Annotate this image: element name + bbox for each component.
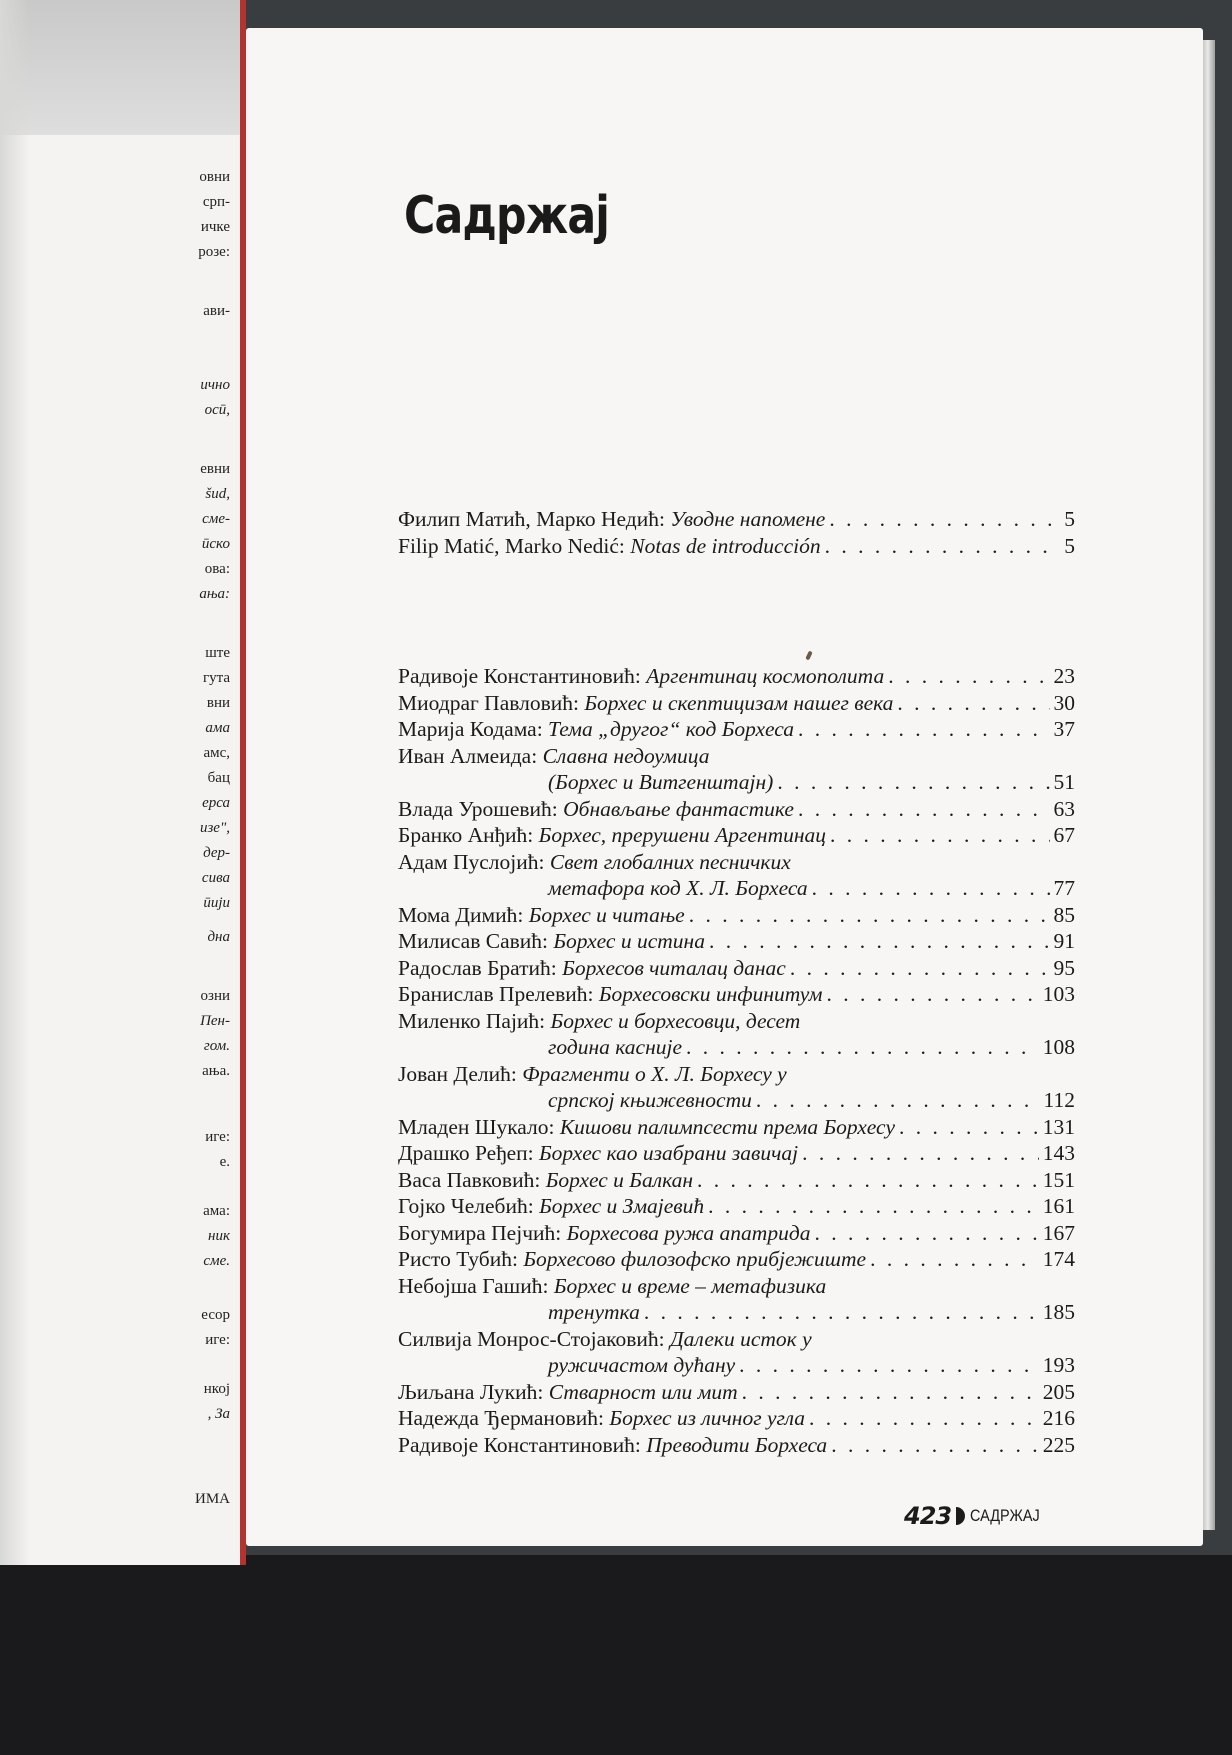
toc-page-number: 151 bbox=[1042, 1167, 1075, 1192]
toc-title-continuation: ружичастом дућану bbox=[548, 1353, 736, 1377]
toc-author: Адам Пуслојић: bbox=[398, 849, 550, 874]
left-page-text-fragment: ocū, bbox=[204, 402, 230, 418]
left-page-text-fragment: ичке bbox=[200, 219, 230, 235]
toc-entry bbox=[398, 1193, 1075, 1219]
toc-page-number: 205 bbox=[1042, 1379, 1075, 1404]
toc-author: Јован Делић: bbox=[398, 1061, 523, 1086]
left-page-text-fragment: е. bbox=[219, 1154, 230, 1170]
toc-leader-dots bbox=[709, 928, 1050, 954]
left-page-text-fragment: нкој bbox=[203, 1381, 230, 1397]
toc-leader-dots bbox=[825, 533, 1061, 559]
toc-leader-dots bbox=[697, 1167, 1039, 1193]
toc-page-number: 143 bbox=[1042, 1141, 1075, 1165]
left-page-text-fragment: сива bbox=[201, 870, 230, 886]
toc-title: Борхес и истина bbox=[553, 929, 705, 953]
toc-page-number: 85 bbox=[1053, 902, 1075, 927]
toc-page-number: 5 bbox=[1064, 533, 1075, 558]
toc-page-number: 225 bbox=[1042, 1432, 1075, 1457]
running-footer-title: САДРЖАЈ bbox=[970, 1506, 1040, 1525]
toc-page-number: 161 bbox=[1042, 1194, 1075, 1218]
toc-title: Борхес и Змајевић bbox=[539, 1194, 705, 1218]
toc-title-continuation: (Борхес и Витгенштајн) bbox=[548, 770, 774, 794]
toc-title: Тема „другог“ код Борхеса bbox=[548, 717, 795, 741]
toc-leader-dots bbox=[798, 796, 1050, 822]
toc-leader-dots bbox=[827, 981, 1039, 1007]
toc-title: Свет глобалних песничких bbox=[549, 849, 791, 874]
toc-leader-dots bbox=[798, 716, 1049, 742]
toc-author: Младен Шукало: bbox=[398, 1114, 560, 1139]
toc-entry bbox=[398, 1220, 1075, 1246]
left-page-text-fragment: ама: bbox=[203, 1203, 230, 1219]
toc-author: Миодраг Павловић: bbox=[398, 690, 585, 715]
toc-entry bbox=[398, 822, 1075, 848]
toc-author: Мома Димић: bbox=[398, 902, 529, 927]
toc-entry-continuation bbox=[548, 1087, 1075, 1113]
toc-author: Радивоје Константиновић: bbox=[398, 664, 647, 688]
page-footer bbox=[904, 1502, 1052, 1530]
toc-page-number: 23 bbox=[1053, 664, 1075, 688]
toc-leader-dots bbox=[644, 1299, 1039, 1325]
left-page-text-fragment: дна bbox=[207, 929, 230, 945]
toc-author: Миленко Пајић: bbox=[398, 1008, 551, 1033]
toc-title-continuation: метафора код Х. Л. Борхеса bbox=[548, 876, 808, 900]
toc-title: Фрагменти о Х. Л. Борхесу у bbox=[522, 1061, 787, 1086]
toc-leader-dots bbox=[831, 1432, 1039, 1458]
toc-entry-continuation bbox=[548, 875, 1075, 901]
left-page-text-fragment: ави- bbox=[203, 303, 230, 319]
toc-author: Силвија Монрос-Стојаковић: bbox=[398, 1326, 670, 1351]
toc-entry bbox=[398, 506, 1075, 532]
toc-title: Преводити Борхеса bbox=[646, 1432, 828, 1457]
left-page-text-fragment: Пен- bbox=[200, 1013, 230, 1029]
left-page-text-fragment: ерса bbox=[202, 795, 230, 811]
toc-author: Надежда Ђермановић: bbox=[398, 1406, 610, 1430]
toc-title: Далеки исток у bbox=[670, 1326, 812, 1351]
toc-author: Филип Матић, Марко Недић: bbox=[398, 507, 671, 531]
toc-entry bbox=[398, 1167, 1075, 1193]
toc-entry-continuation bbox=[548, 1352, 1075, 1378]
toc-leader-dots bbox=[888, 663, 1049, 689]
left-page-text-fragment: ИМА bbox=[194, 1491, 230, 1507]
toc-author: Гојко Челебић: bbox=[398, 1194, 540, 1218]
toc-entry bbox=[398, 1061, 1075, 1087]
toc-title: Стварност или мит bbox=[548, 1379, 738, 1404]
toc-leader-dots bbox=[790, 955, 1050, 981]
toc-leader-dots bbox=[809, 1405, 1039, 1431]
toc-author: Радослав Братић: bbox=[398, 955, 563, 980]
page-number: 423 bbox=[904, 1502, 952, 1530]
toc-title: Уводне напомене bbox=[670, 507, 826, 531]
left-page-text-fragment: озни bbox=[200, 988, 230, 1004]
toc-entry bbox=[398, 716, 1075, 742]
toc-entry bbox=[398, 690, 1075, 716]
toc-title-continuation: тренутка bbox=[548, 1300, 640, 1324]
toc-leader-dots bbox=[689, 902, 1050, 928]
toc-entry-continuation bbox=[548, 1034, 1075, 1060]
toc-title: Борхес и Балкан bbox=[545, 1167, 694, 1192]
toc-entry bbox=[398, 1008, 1075, 1034]
toc-page-number: 174 bbox=[1042, 1247, 1075, 1271]
toc-title: Борхес и време – метафизика bbox=[553, 1273, 827, 1298]
left-page-text-fragment: амс, bbox=[203, 745, 230, 761]
toc-leader-dots bbox=[870, 1246, 1039, 1272]
toc-page-number: 131 bbox=[1042, 1114, 1075, 1139]
toc-entry bbox=[398, 902, 1075, 928]
left-page-text-fragment: вни bbox=[206, 695, 230, 711]
toc-author: Ристо Тубић: bbox=[398, 1247, 524, 1271]
toc-page-number: 167 bbox=[1042, 1220, 1075, 1245]
toc-entry bbox=[398, 796, 1075, 822]
toc-leader-dots bbox=[742, 1379, 1039, 1405]
left-page-text-fragment: гом. bbox=[203, 1038, 230, 1054]
toc-author: Filip Matić, Marko Nedić: bbox=[398, 533, 631, 558]
toc-page-number: 193 bbox=[1042, 1353, 1075, 1377]
toc-page-number: 51 bbox=[1053, 770, 1075, 794]
toc-entry bbox=[398, 1379, 1075, 1405]
toc-entry bbox=[398, 1326, 1075, 1352]
toc-entry bbox=[398, 663, 1075, 689]
toc-author: Милисав Савић: bbox=[398, 929, 554, 953]
toc-entry bbox=[398, 1246, 1075, 1272]
toc-page-number: 95 bbox=[1053, 955, 1075, 980]
toc-title: Notas de introducción bbox=[630, 533, 821, 558]
toc-page-number: 5 bbox=[1064, 507, 1075, 531]
toc-leader-dots bbox=[802, 1140, 1039, 1166]
toc-leader-dots bbox=[739, 1352, 1039, 1378]
toc-title-continuation: српској књижевности bbox=[548, 1088, 752, 1112]
left-page-text-fragment: срп- bbox=[202, 194, 230, 210]
toc-page-number: 91 bbox=[1053, 929, 1075, 953]
toc-author: Бранко Анђић: bbox=[398, 823, 539, 847]
toc-page-number: 108 bbox=[1042, 1035, 1075, 1059]
left-page-text-fragment: иге: bbox=[205, 1129, 230, 1145]
left-page-text-fragment: есор bbox=[201, 1307, 230, 1323]
toc-author: Љиљана Лукић: bbox=[398, 1379, 549, 1404]
toc-author: Бранислав Прелевић: bbox=[398, 982, 599, 1006]
toc-page-number: 216 bbox=[1042, 1406, 1075, 1430]
left-page-text-fragment: ова: bbox=[204, 561, 230, 577]
footer-marker-icon bbox=[956, 1507, 965, 1525]
toc-page-number: 103 bbox=[1042, 982, 1075, 1006]
left-page-text-fragment: ūији bbox=[203, 895, 230, 911]
toc-entry-continuation bbox=[548, 1299, 1075, 1325]
left-page-text-fragment: ник bbox=[208, 1228, 230, 1244]
toc-leader-dots bbox=[814, 1220, 1038, 1246]
toc-title: Борхесов читалац данас bbox=[562, 955, 786, 980]
toc-title: Борхес из личног угла bbox=[609, 1406, 806, 1430]
toc-page-number: 77 bbox=[1053, 876, 1075, 900]
toc-author: Васа Павковић: bbox=[398, 1167, 546, 1192]
toc-page-number: 185 bbox=[1042, 1300, 1075, 1324]
toc-title: Аргентинац космополита bbox=[646, 664, 885, 688]
toc-page-number: 67 bbox=[1053, 823, 1075, 847]
toc-entry bbox=[398, 1405, 1075, 1431]
toc-entry bbox=[398, 743, 1075, 769]
toc-page-number: 30 bbox=[1053, 690, 1075, 715]
left-page-text-fragment: дер- bbox=[203, 845, 230, 861]
toc-entry bbox=[398, 849, 1075, 875]
toc-title: Борхес као изабрани завичај bbox=[539, 1141, 799, 1165]
toc-title: Славна недоумица bbox=[542, 743, 710, 768]
toc-author: Небојша Гашић: bbox=[398, 1273, 554, 1298]
toc-leader-dots bbox=[899, 1114, 1039, 1140]
toc-page-number: 63 bbox=[1053, 796, 1075, 821]
toc-title: Борхесово филозофско прибјежиште bbox=[523, 1247, 867, 1271]
toc-leader-dots bbox=[829, 506, 1060, 532]
left-page-text-fragment: ично bbox=[200, 377, 230, 393]
toc-leader-dots bbox=[777, 769, 1049, 795]
toc-title: Кишови палимпсести према Борхесу bbox=[559, 1114, 895, 1139]
toc-title: Борхес и скептицизам нашег века bbox=[584, 690, 894, 715]
left-page-text-fragment: розе: bbox=[198, 244, 230, 260]
toc-leader-dots bbox=[812, 875, 1050, 901]
left-page-text-fragment: иге: bbox=[205, 1332, 230, 1348]
toc-title: Борхес и читање bbox=[528, 902, 685, 927]
toc-title: Борхесова ружа апатрида bbox=[566, 1220, 811, 1245]
left-page-text-fragment: ања: bbox=[199, 586, 230, 602]
left-page-text-fragment: , За bbox=[207, 1406, 230, 1422]
toc-author: Иван Алмеида: bbox=[398, 743, 543, 768]
page-title: Садржај bbox=[404, 186, 610, 246]
toc-title: Борхес и борхесовци, десет bbox=[550, 1008, 801, 1033]
toc-author: Богумира Пејчић: bbox=[398, 1220, 567, 1245]
left-page-text-fragment: изе", bbox=[199, 820, 230, 836]
dark-background-bottom bbox=[0, 1555, 1232, 1755]
toc-entry-continuation bbox=[548, 769, 1075, 795]
toc-title: Борхесовски инфинитум bbox=[598, 982, 823, 1006]
toc-author: Влада Урошевић: bbox=[398, 796, 564, 821]
toc-entry bbox=[398, 955, 1075, 981]
toc-entry bbox=[398, 1432, 1075, 1458]
left-page-text-fragment: сме. bbox=[203, 1253, 230, 1269]
toc-entry bbox=[398, 928, 1075, 954]
toc-author: Марија Кодама: bbox=[398, 717, 549, 741]
left-page-text-fragment: ште bbox=[205, 645, 230, 661]
toc-leader-dots bbox=[897, 690, 1049, 716]
left-page-text-fragment: сме- bbox=[202, 511, 230, 527]
left-page-text-fragment: ūско bbox=[201, 536, 230, 552]
left-page-text-fragment: šud, bbox=[205, 486, 230, 502]
toc-title: Борхес, прерушени Аргентинац bbox=[538, 823, 827, 847]
toc-page-number: 37 bbox=[1053, 717, 1075, 741]
toc-entry bbox=[398, 1140, 1075, 1166]
toc-title: Обнављање фантастике bbox=[563, 796, 794, 821]
toc-page-number: 112 bbox=[1043, 1088, 1075, 1112]
left-page-text-fragment: овни bbox=[199, 169, 230, 185]
toc-entry bbox=[398, 1273, 1075, 1299]
toc-leader-dots bbox=[686, 1034, 1039, 1060]
left-page-text-fragment: гута bbox=[202, 670, 230, 686]
toc-title-continuation: година касније bbox=[548, 1035, 683, 1059]
toc-leader-dots bbox=[830, 822, 1049, 848]
toc-entry bbox=[398, 1114, 1075, 1140]
left-page-text-fragment: евни bbox=[200, 461, 230, 477]
left-page-text-fragment: ама bbox=[205, 720, 230, 736]
toc-author: Драшко Ређеп: bbox=[398, 1141, 539, 1165]
toc-author: Радивоје Константиновић: bbox=[398, 1432, 647, 1457]
toc-leader-dots bbox=[756, 1087, 1040, 1113]
toc-entry bbox=[398, 533, 1075, 559]
left-page-text-fragment: ања. bbox=[202, 1063, 230, 1079]
toc-entry bbox=[398, 981, 1075, 1007]
left-page-text-fragment: бац bbox=[207, 770, 230, 786]
toc-leader-dots bbox=[708, 1193, 1039, 1219]
